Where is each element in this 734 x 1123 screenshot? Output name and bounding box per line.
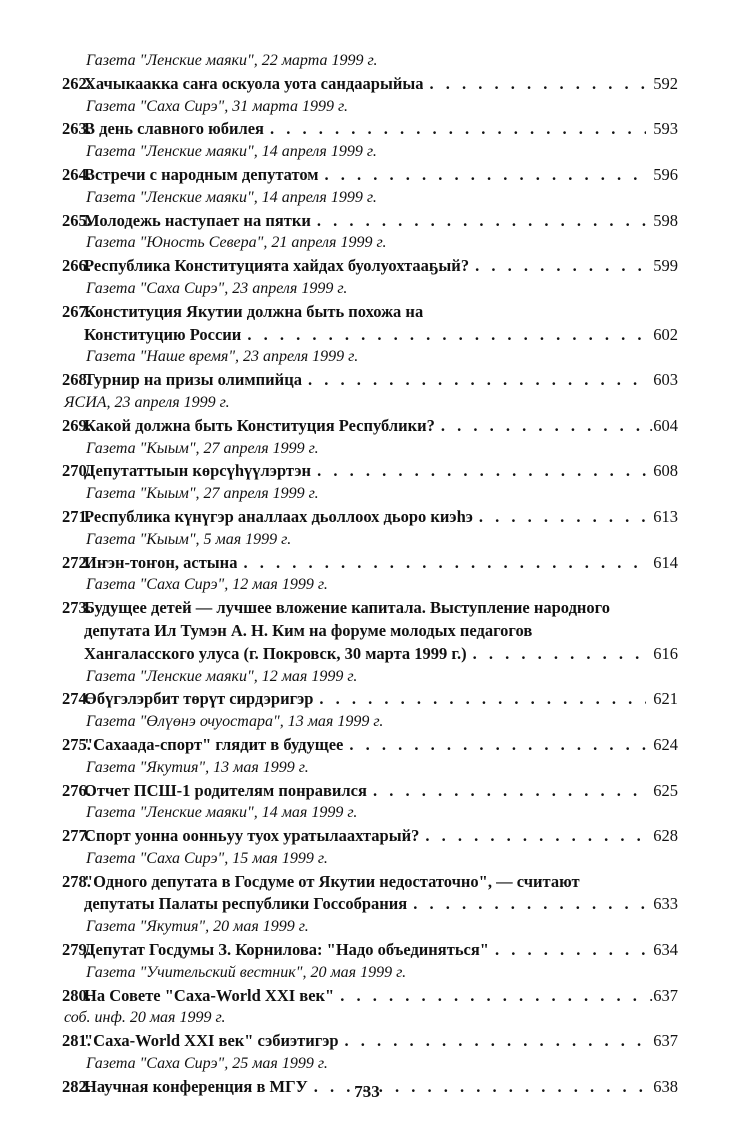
dot-leader (270, 118, 646, 141)
toc-entry-line (62, 324, 678, 347)
entry-title: Иҥэн-тоҥон, астына (84, 552, 238, 572)
toc-entry-line (62, 939, 678, 962)
entry-number: 276. (62, 780, 91, 800)
entry-number: 277. (62, 826, 91, 846)
entry-number: 274. (62, 689, 91, 709)
entry-title: "Одного депутата в Госдуме от Якутии недостаточно", — считают (84, 871, 580, 891)
toc-entry-line (62, 552, 678, 575)
toc-entry-line (62, 985, 678, 1008)
dot-leader (349, 734, 646, 757)
toc-entry-line (62, 118, 678, 141)
toc-entry-line (62, 164, 678, 187)
entry-source: Газета "Ленские маяки", 22 марта 1999 г. (86, 52, 378, 69)
entry-source: Газета "Өлүөнэ очуостара", 13 мая 1999 г. (86, 713, 384, 731)
entry-source: Газета "Якутия", 13 мая 1999 г. (86, 758, 309, 776)
entry-number: 262. (62, 73, 91, 93)
entry-title: депутаты Палаты республики Госсобрания (84, 894, 408, 914)
entry-title: Хачыкаакка саҥа оскуола уота сандаарыйыа (84, 73, 424, 93)
toc-entry-line (62, 620, 678, 643)
dot-leader (413, 893, 646, 916)
dot-leader (425, 825, 646, 848)
toc-entry-line (62, 506, 678, 529)
dot-leader (325, 164, 646, 187)
entry-title: "Сахаада-спорт" глядит в будущее (84, 734, 344, 754)
entry-number: 263. (62, 119, 91, 139)
entry-number: 268. (62, 370, 91, 390)
entry-page: 596 (653, 164, 678, 184)
entry-source: Газета "Кыым", 27 апреля 1999 г. (86, 439, 319, 457)
dot-leader (441, 415, 643, 438)
entry-number: 278. (62, 871, 91, 891)
entry-page: 599 (653, 256, 678, 276)
dot-leader (317, 210, 646, 233)
toc-entry-line (62, 825, 678, 848)
page-number: 733 (354, 1082, 380, 1101)
entry-title: Депутаттыын көрсүһүүлэртэн (84, 461, 312, 481)
entry-page: 603 (653, 370, 678, 390)
entry-title: Спорт уонна оонньуу туох уратылаахтарый? (84, 826, 420, 846)
entry-title: В день славного юбилея (84, 119, 264, 139)
entry-source: Газета "Саха Сирэ", 15 мая 1999 г. (86, 849, 328, 867)
entry-page: 625 (653, 780, 678, 800)
entry-page: 598 (653, 210, 678, 230)
toc-entry-line (62, 780, 678, 803)
entry-source: Газета "Ленские маяки", 14 апреля 1999 г. (86, 143, 377, 161)
entry-page: 633 (653, 894, 678, 914)
entry-title: "Саха-World XXI век" сэбиэтигэр (84, 1031, 339, 1051)
entry-title: Молодежь наступает на пятки (84, 210, 311, 230)
entry-title: Турнир на призы олимпийца (84, 370, 302, 390)
entry-page: 638 (653, 1076, 678, 1096)
entry-source: соб. инф. 20 мая 1999 г. (64, 1009, 226, 1027)
entry-title: Научная конференция в МГУ (84, 1076, 308, 1096)
entry-number: 272. (62, 552, 91, 572)
entry-page: 637 (653, 1031, 678, 1051)
entry-number: 266. (62, 256, 91, 276)
entry-number: 271. (62, 506, 91, 526)
entry-title: Конституцию России (84, 324, 242, 344)
entry-page: 608 (653, 461, 678, 481)
dot-leader (308, 369, 646, 392)
entry-source: Газета "Кыым", 5 мая 1999 г. (86, 530, 292, 548)
entry-page: 616 (653, 643, 678, 663)
dot-leader (473, 643, 646, 666)
entry-title: Республика күнүгэр аналлаах дьоллоох дьоро киэһэ (84, 506, 473, 526)
entry-page: 602 (653, 324, 678, 344)
entry-title: Встречи с народным депутатом (84, 164, 319, 184)
entry-title: Республика Конституцията хайдах буолуохтааҕый? (84, 256, 470, 276)
entry-source: Газета "Саха Сирэ", 25 мая 1999 г. (86, 1055, 328, 1073)
toc-entry-line (62, 734, 678, 757)
entry-number: 270. (62, 461, 91, 481)
entry-title: Өбүгэлэрбит төрүт сирдэригэр (84, 689, 314, 709)
entry-source: Газета "Учительский вестник", 20 мая 1999 г. (86, 963, 407, 981)
entry-number: 273. (62, 598, 91, 618)
entry-source: Газета "Якутия", 20 мая 1999 г. (86, 918, 309, 936)
entry-title: Отчет ПСШ-1 родителям понравился (84, 780, 367, 800)
toc-entry-line (62, 415, 678, 438)
entry-title: Какой должна быть Конституция Республики? (84, 415, 435, 435)
entry-title: Депутат Госдумы З. Корнилова: "Надо объединяться" (84, 940, 489, 960)
entry-source: ЯСИА, 23 апреля 1999 г. (64, 393, 230, 411)
entry-source: Газета "Ленские маяки", 14 апреля 1999 г. (86, 188, 377, 206)
entry-page: 628 (653, 826, 678, 846)
entry-number: 265. (62, 210, 91, 230)
entry-number: 275. (62, 734, 91, 754)
toc-entry-line (62, 871, 678, 894)
table-of-contents (62, 50, 678, 1099)
dot-leader (495, 939, 646, 962)
entry-page: 624 (653, 734, 678, 754)
toc-entry-line (62, 460, 678, 483)
dot-leader (247, 324, 646, 347)
dot-leader (429, 73, 646, 96)
entry-page: .604 (649, 415, 678, 435)
entry-number: 269. (62, 415, 91, 435)
dot-leader (317, 460, 646, 483)
entry-page: 592 (653, 73, 678, 93)
entry-title: Хангаласского улуса (г. Покровск, 30 марта 1999 г.) (84, 643, 467, 663)
entry-page: 621 (653, 689, 678, 709)
entry-source: Газета "Кыым", 27 апреля 1999 г. (86, 485, 319, 503)
toc-entry-line (62, 73, 678, 96)
toc-entry-line (62, 255, 678, 278)
entry-title: Будущее детей — лучшее вложение капитала. Выступление народного (84, 598, 611, 618)
toc-entry-line (62, 893, 678, 916)
entry-source: Газета "Ленские маяки", 12 мая 1999 г. (86, 667, 358, 685)
toc-entry-line (62, 1030, 678, 1053)
entry-source: Газета "Саха Сирэ", 31 марта 1999 г. (86, 97, 348, 115)
entry-number: 281. (62, 1031, 91, 1051)
entry-number: 279. (62, 940, 91, 960)
entry-number: 282. (62, 1076, 91, 1096)
entry-title: депутата Ил Тумэн А. Н. Ким на форуме молодых педагогов (84, 620, 533, 640)
dot-leader (345, 1030, 646, 1053)
entry-source: Газета "Саха Сирэ", 12 мая 1999 г. (86, 576, 328, 594)
toc-entry-line (62, 597, 678, 620)
entry-page: 613 (653, 506, 678, 526)
entry-page: 634 (653, 940, 678, 960)
toc-entry-line (62, 369, 678, 392)
dot-leader (243, 552, 646, 575)
dot-leader (479, 506, 646, 529)
entry-page: 593 (653, 119, 678, 139)
entry-number: 267. (62, 301, 91, 321)
entry-source: Газета "Наше время", 23 апреля 1999 г. (86, 348, 359, 366)
entry-page: .637 (649, 985, 678, 1005)
entry-number: 280. (62, 985, 91, 1005)
dot-leader (373, 780, 646, 803)
dot-leader (319, 688, 646, 711)
toc-entry-line (62, 643, 678, 666)
entry-title: На Совете "Саха-World XXI век" (84, 985, 335, 1005)
entry-source: Газета "Саха Сирэ", 23 апреля 1999 г. (86, 279, 348, 297)
toc-entry-line (62, 301, 678, 324)
toc-entry-line (62, 210, 678, 233)
entry-source: Газета "Ленские маяки", 14 мая 1999 г. (86, 804, 358, 822)
dot-leader (340, 985, 643, 1008)
toc-entry-line (62, 688, 678, 711)
entry-title: Конституция Якутии должна быть похожа на (84, 301, 424, 321)
entry-number: 264. (62, 164, 91, 184)
entry-page: 614 (653, 552, 678, 572)
dot-leader (475, 255, 646, 278)
entry-source: Газета "Юность Севера", 21 апреля 1999 г. (86, 234, 387, 252)
